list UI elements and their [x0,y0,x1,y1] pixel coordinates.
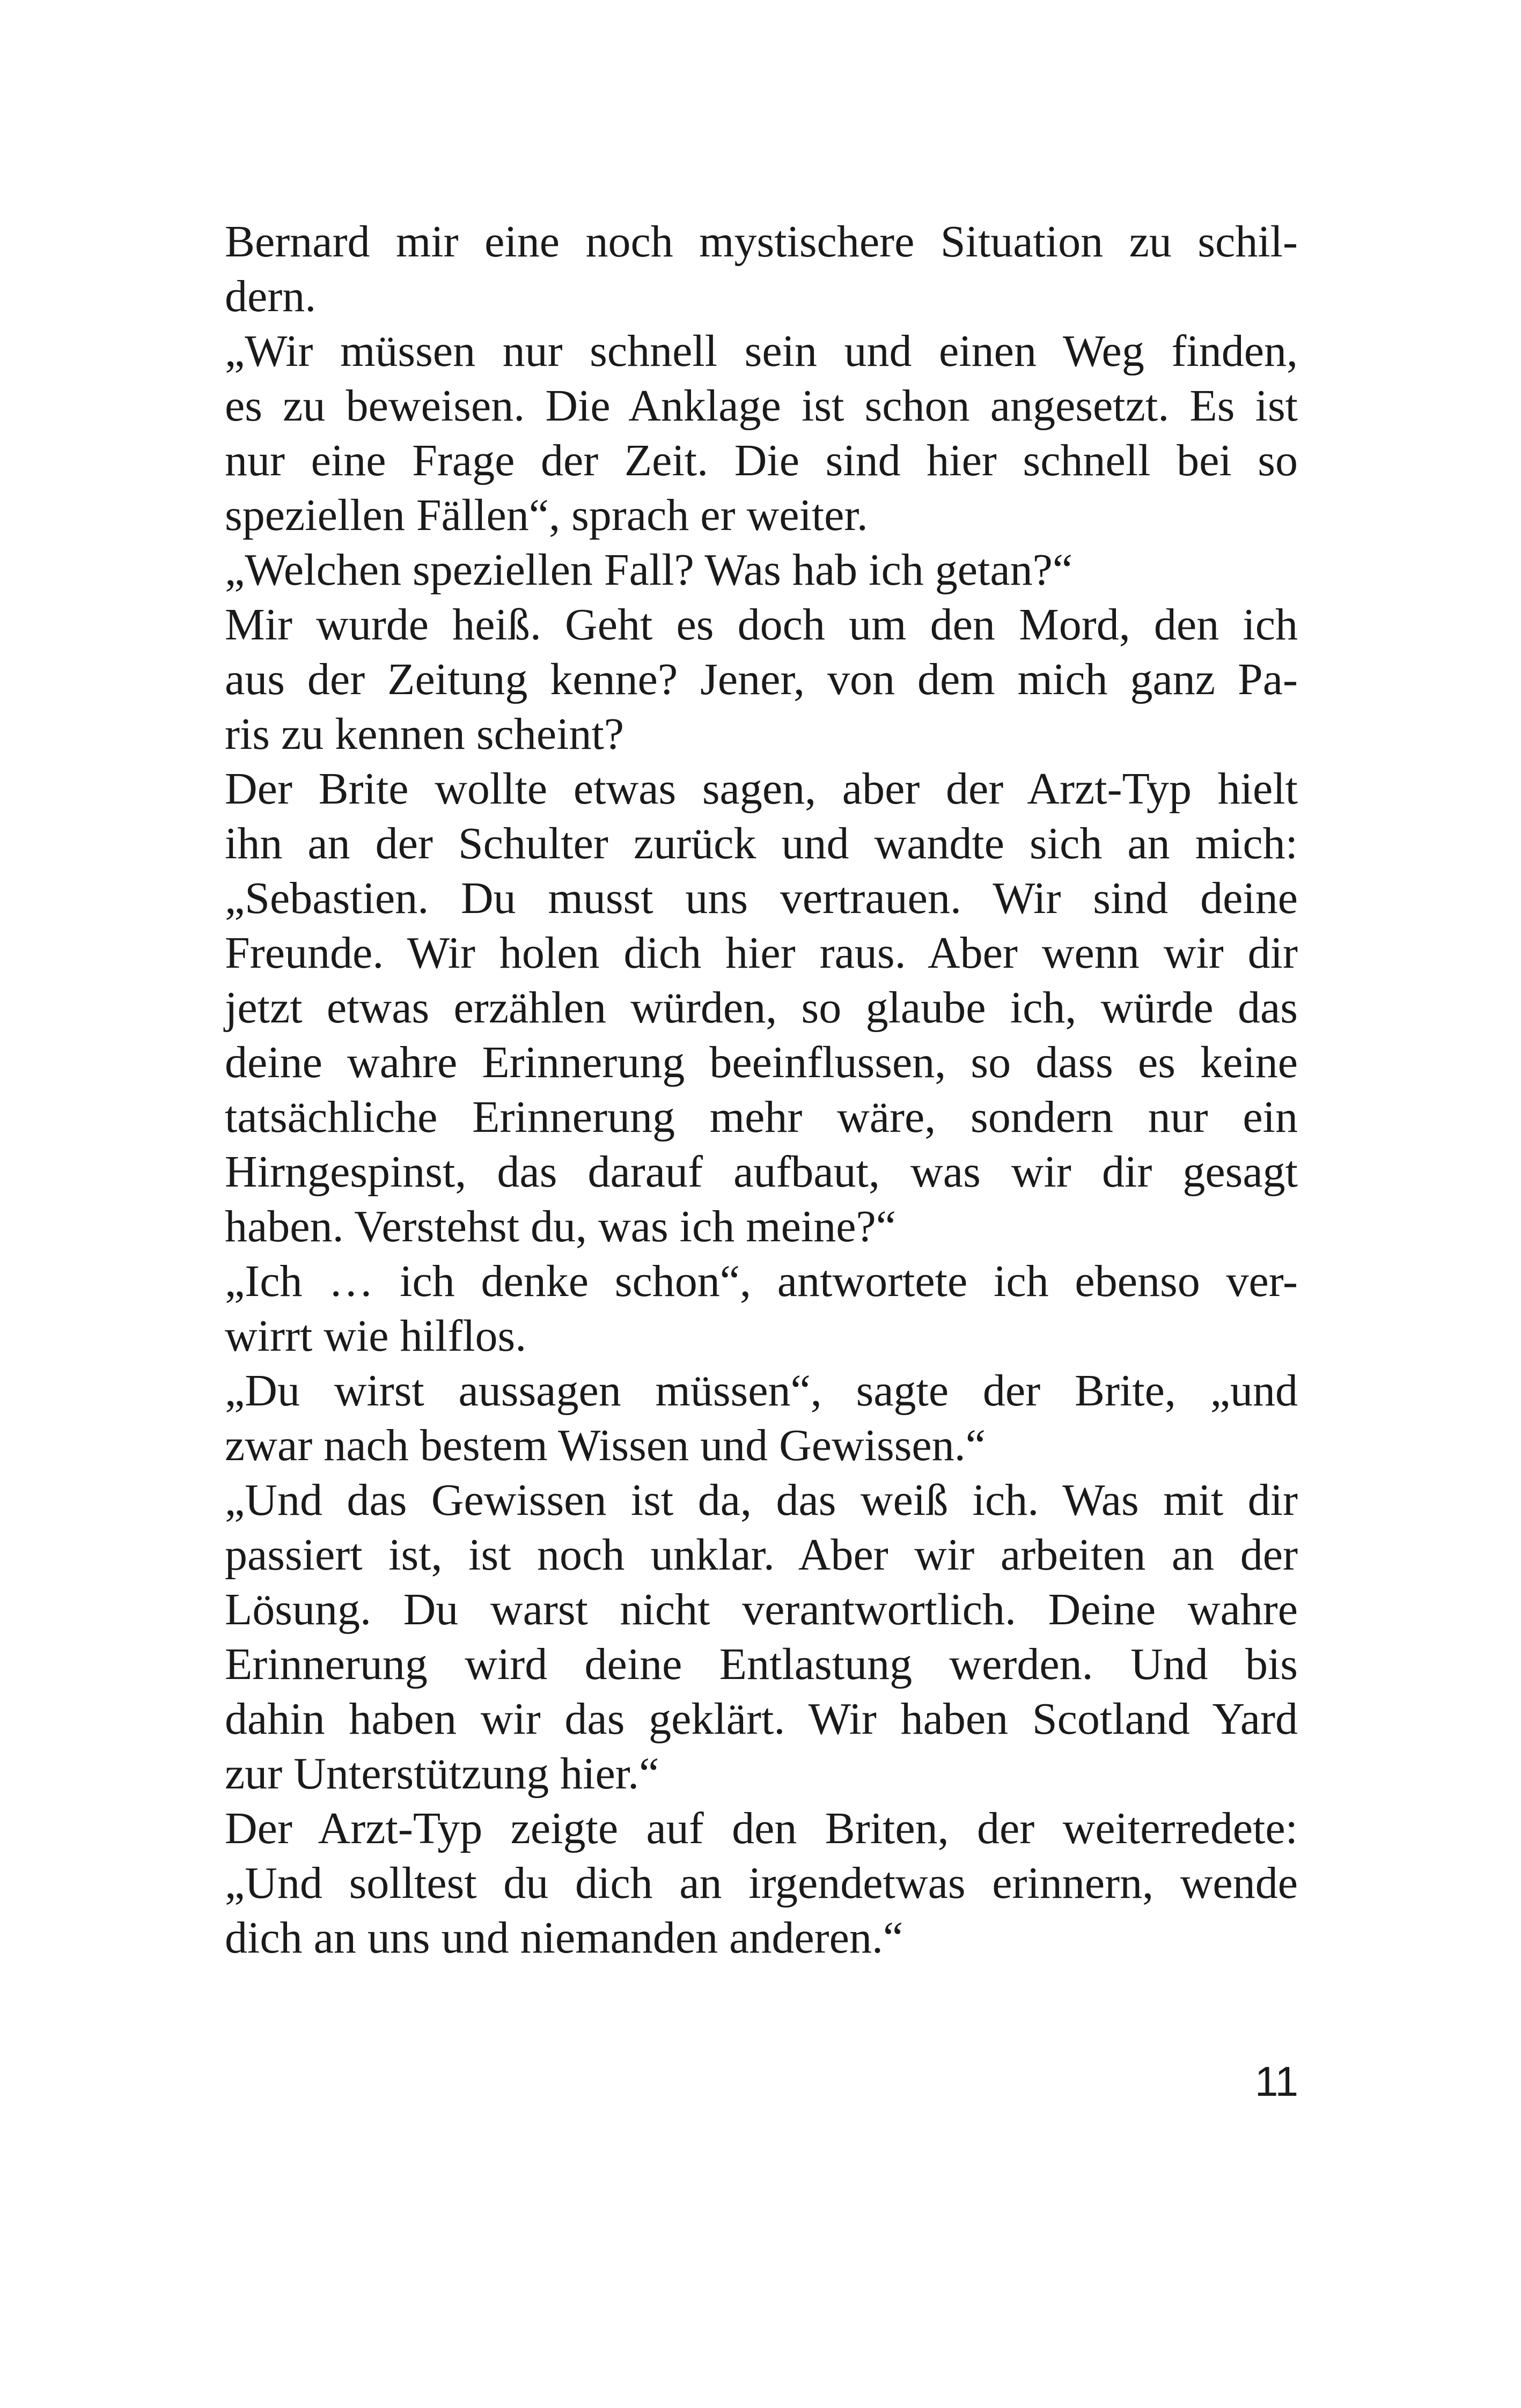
text-line: zwar nach bestem Wissen und Gewissen.“ [225,1420,986,1470]
text-line: Der Brite wollte etwas sagen, aber der Arzt-Typ hielt [225,764,1298,814]
page-number: 11 [1255,2058,1298,2105]
text-line: „Und das Gewissen ist da, das weiß ich. Was mit dir [225,1475,1298,1525]
text-line: passiert ist, ist noch unklar. Aber wir arbeiten an der [225,1530,1298,1580]
text-line: speziellen Fällen“, sprach er weiter. [225,490,868,540]
text-line: „Wir müssen nur schnell sein und einen Weg finden, [225,326,1298,376]
text-line: wirrt wie hilflos. [225,1311,527,1361]
text-line: „Du wirst aussagen müssen“, sagte der Brite, „und [225,1366,1298,1416]
text-line: „Und solltest du dich an irgendetwas erinnern, wende [225,1858,1298,1908]
text-line: es zu beweisen. Die Anklage ist schon angesetzt. Es ist [225,381,1298,431]
text-line: Erinnerung wird deine Entlastung werden. Und bis [225,1639,1298,1689]
text-line: ris zu kennen scheint? [225,709,624,759]
text-line: deine wahre Erinnerung beeinflussen, so dass es keine [225,1037,1298,1087]
body-text [225,215,1298,1965]
text-line: „Welchen speziellen Fall? Was hab ich getan?“ [225,545,1073,595]
text-line: aus der Zeitung kenne? Jener, von dem mich ganz Pa- [225,654,1298,704]
text-line: dich an uns und niemanden anderen.“ [225,1913,903,1963]
text-line: zur Unterstützung hier.“ [225,1749,659,1799]
text-line: Hirngespinst, das darauf aufbaut, was wir dir gesagt [225,1147,1298,1197]
text-line: ihn an der Schulter zurück und wandte sich an mich: [225,819,1298,868]
text-line: jetzt etwas erzählen würden, so glaube ich, würde das [225,983,1298,1033]
text-line: Bernard mir eine noch mystischere Situation zu schil- [225,217,1298,267]
text-line: Lösung. Du warst nicht verantwortlich. Deine wahre [225,1585,1298,1634]
text-line: haben. Verstehst du, was ich meine?“ [225,1202,897,1251]
text-line: „Ich … ich denke schon“, antwortete ich ebenso ver- [225,1256,1298,1306]
text-line: dahin haben wir das geklärt. Wir haben Scotland Yard [225,1694,1298,1744]
text-line: Der Arzt-Typ zeigte auf den Briten, der weiterredete: [225,1803,1298,1853]
text-line: tatsächliche Erinnerung mehr wäre, sondern nur ein [225,1092,1298,1142]
text-line: Mir wurde heiß. Geht es doch um den Mord, den ich [225,600,1298,650]
text-line: Freunde. Wir holen dich hier raus. Aber wenn wir dir [225,928,1298,978]
text-line: „Sebastien. Du musst uns vertrauen. Wir sind deine [225,873,1298,923]
text-line: nur eine Frage der Zeit. Die sind hier schnell bei so [225,436,1298,485]
text-line: dern. [225,271,317,321]
